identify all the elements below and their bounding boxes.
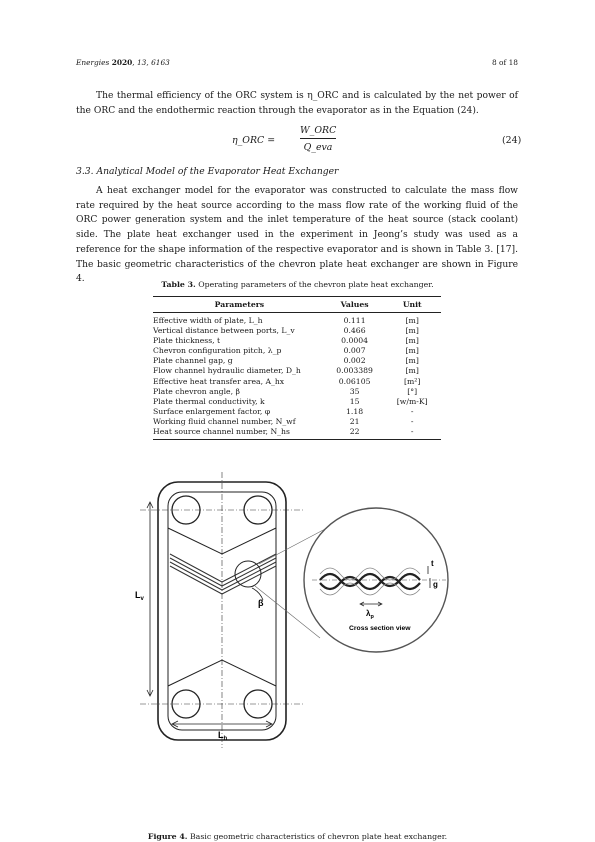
column-header-values: Values [326,297,384,313]
cross-section-label: Cross section view [349,625,411,632]
table-caption: Table 3. Operating parameters of the chevron plate heat exchanger. [161,280,434,289]
table-row [153,326,441,336]
detail-leader-bottom [255,586,320,638]
beta-label: β [258,598,264,608]
table-row [153,407,441,417]
running-header-citation: Energies 2020, 13, 6163 [76,58,170,67]
paragraph-heat-exchanger-model: A heat exchanger model for the evaporator was constructed to calculate the mass flow rate required by the heat source according to the mass flow rate of the working fluid of the ORC power generation system and the inlet temperature of the heat source (stack coolant) side. The plate heat exchanger used in the experiment in Jeong’s study was used as a reference for the shape information of the respective evaporator and is shown in Table 3. [17]. The basic geometric characteristics of the chevron plate heat exchanger are shown in Figure 4. [76,186,518,285]
table-row [153,397,441,407]
g-label: g [433,580,438,589]
value-cell: 0.06105 [338,376,371,386]
chevron-pattern [170,554,276,594]
value-cell: 0.466 [343,326,366,336]
parameter-cell: Chevron configuration pitch, λ_p [153,346,282,356]
parameter-cell: Plate channel gap, g [153,356,233,366]
detail-circle [235,561,261,587]
value-cell: 0.003389 [336,366,373,376]
equation-denominator: Q_eva [303,142,333,153]
unit-cell: [m] [405,356,419,366]
chevron-plate-figure [130,470,465,750]
unit-cell: - [410,406,414,416]
value-cell: 21 [349,416,360,426]
unit-cell: [°] [407,386,418,396]
value-cell: 0.0004 [341,336,369,346]
unit-cell: - [383,427,441,440]
table-row [153,313,441,327]
table-row [153,417,441,427]
value-cell: 22 [326,427,384,440]
unit-cell: [m] [405,366,419,376]
parameter-cell: Plate thermal conductivity, k [153,396,265,406]
table-header-row [153,297,441,313]
value-cell: 15 [349,396,360,406]
parameter-cell: Heat source channel number, N_hs [153,427,326,440]
unit-cell: [m] [405,336,419,346]
table-row [153,346,441,356]
table-row [153,356,441,366]
value-cell: 35 [349,386,360,396]
equation-24 [0,122,595,162]
lv-label: $L_v$ [135,590,144,602]
parameter-cell: Flow channel hydraulic diameter, D_h [153,366,301,376]
column-header-unit: Unit [383,297,441,313]
table-row [153,427,441,440]
parameter-cell: Working fluid channel number, N_wf [153,416,296,426]
value-cell: 0.111 [343,316,366,325]
figure-caption: Figure 4. Basic geometric characteristics of chevron plate heat exchanger. [147,832,448,841]
parameter-cell: Plate chevron angle, β [153,386,240,396]
table-row [153,387,441,397]
unit-cell: [m²] [404,376,421,386]
equation-numerator: W_ORC [300,125,336,139]
parameter-cell: Effective heat transfer area, A_hx [153,376,285,386]
corrugation-lower [320,577,420,589]
equation-lhs: η_ORC = [232,135,276,146]
parameter-cell: Vertical distance between ports, L_v [153,326,295,336]
page-number: 8 of 18 [492,58,518,67]
parameter-cell: Effective width of plate, L_h [153,316,263,325]
unit-cell: [m] [405,346,419,356]
value-cell: 0.002 [343,356,366,366]
table-row [153,366,441,376]
unit-cell: [m] [405,316,419,325]
t-label: t [431,559,434,568]
operating-parameters-table [153,296,441,440]
section-heading: 3.3. Analytical Model of the Evaporator Heat Exchanger [76,166,339,177]
unit-cell: [m] [405,326,419,336]
lambda-p-label: $\lambda_p$ [366,609,374,620]
value-cell: 1.18 [346,406,364,416]
unit-cell: [w/m-K] [396,396,428,406]
parameter-cell: Plate thickness, t [153,336,221,346]
unit-cell: - [410,416,414,426]
equation-fraction [300,125,336,153]
detail-leader-top [259,528,327,564]
column-header-parameters: Parameters [153,297,326,313]
paragraph-efficiency: The thermal efficiency of the ORC system is η_ORC and is calculated by the net power of the ORC and the endothermic reaction through the evaporator as in the Equation (24). [76,91,518,116]
lh-label: $L_h$ [218,730,228,742]
value-cell: 0.007 [343,346,366,356]
parameter-cell: Surface enlargement factor, φ [153,406,271,416]
table-row [153,377,441,387]
table-row [153,336,441,346]
equation-number: (24) [502,135,522,146]
